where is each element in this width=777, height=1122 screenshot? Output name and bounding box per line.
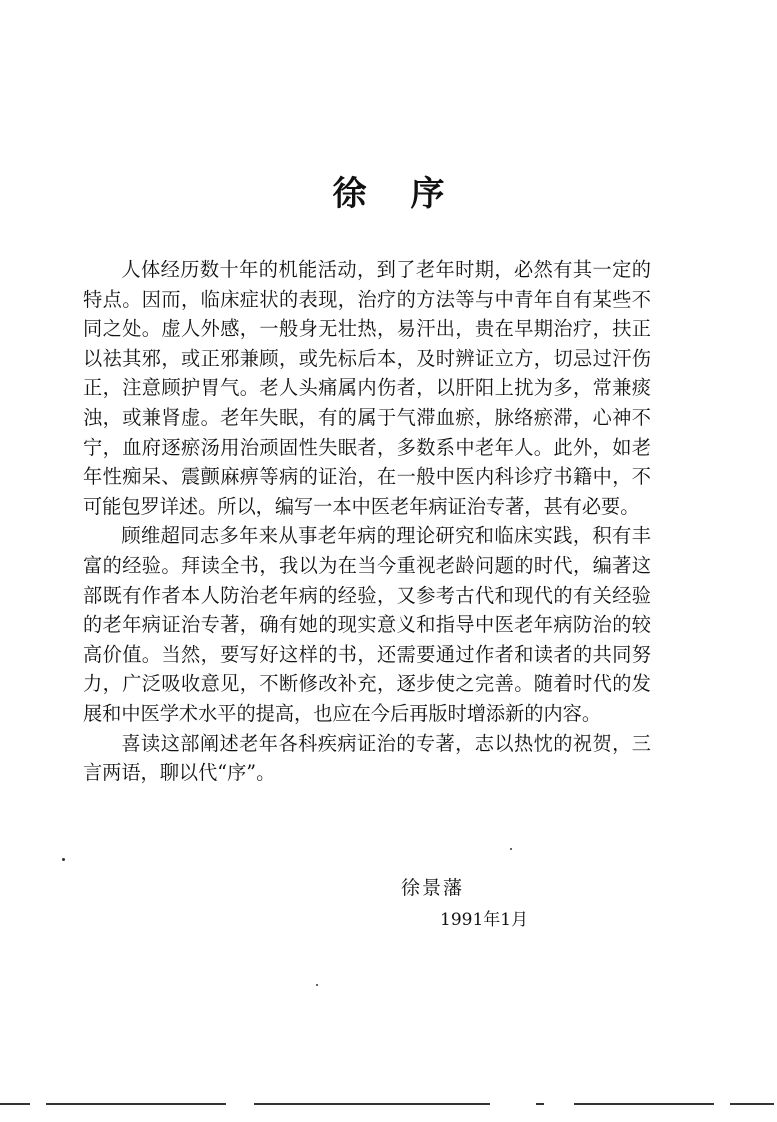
paragraph-3: 喜读这部阐述老年各科疾病证治的专著，志以热忱的祝贺，三言两语，聊以代“序”。 [83, 731, 651, 785]
paragraph-2: 顾维超同志多年来从事老年病的理论研究和临床实践，积有丰富的经验。拜读全书，我以为在当今重视老龄问题的时代，编著这部既有作者本人防治老年病的经验，又参考古代和现代的有关经验的老年病证治专著，确有她的现实意义和指导中医老年病防治的较高价值。当然，要写好这样的书，还需要通过作者和读者的共同努力，广泛吸收意见，不断修改补充，逐步使之完善。随着时代的发展和中医学术水平的提高，也应在今后再版时增添新的内容。 [83, 524, 651, 725]
page-title [0, 166, 777, 215]
date-line: 1991年1月 [440, 910, 529, 930]
scan-speck [316, 984, 318, 986]
paragraph-1: 人体经历数十年的机能活动，到了老年时期，必然有其一定的特点。因而，临床症状的表现，治疗的方法等与中青年自有某些不同之处。虚人外感，一般身无壮热，易汗出，贵在早期治疗，扶正以祛其邪，或正邪兼顾，或先标后本，及时辨证立方，切忌过汗伤正，注意顾护胃气。老人头痛属内伤者，以肝阳上扰为多，常兼痰浊，或兼肾虚。老年失眠，有的属于气滞血瘀，脉络瘀滞，心神不宁，血府逐瘀汤用治顽固性失眠者，多数系中老年人。此外，如老年性痴呆、震颤麻痹等病的证治，在一般中医内科诊疗书籍中，不可能包罗详述。所以，编写一本中医老年病证治专著，甚有必要。 [83, 258, 651, 518]
scan-line [46, 1103, 226, 1105]
scan-line [730, 1103, 774, 1105]
title-char-1: 徐 [332, 174, 367, 214]
scan-line [0, 1103, 30, 1105]
scan-speck [62, 858, 65, 861]
scan-line [254, 1103, 490, 1105]
scan-line [574, 1103, 714, 1105]
author-signature: 徐景藩 [401, 877, 465, 899]
preface-body [83, 255, 651, 788]
scan-speck [510, 848, 512, 850]
title-char-2: 序 [410, 174, 445, 214]
scan-border [0, 1100, 777, 1106]
scan-line [536, 1103, 544, 1105]
